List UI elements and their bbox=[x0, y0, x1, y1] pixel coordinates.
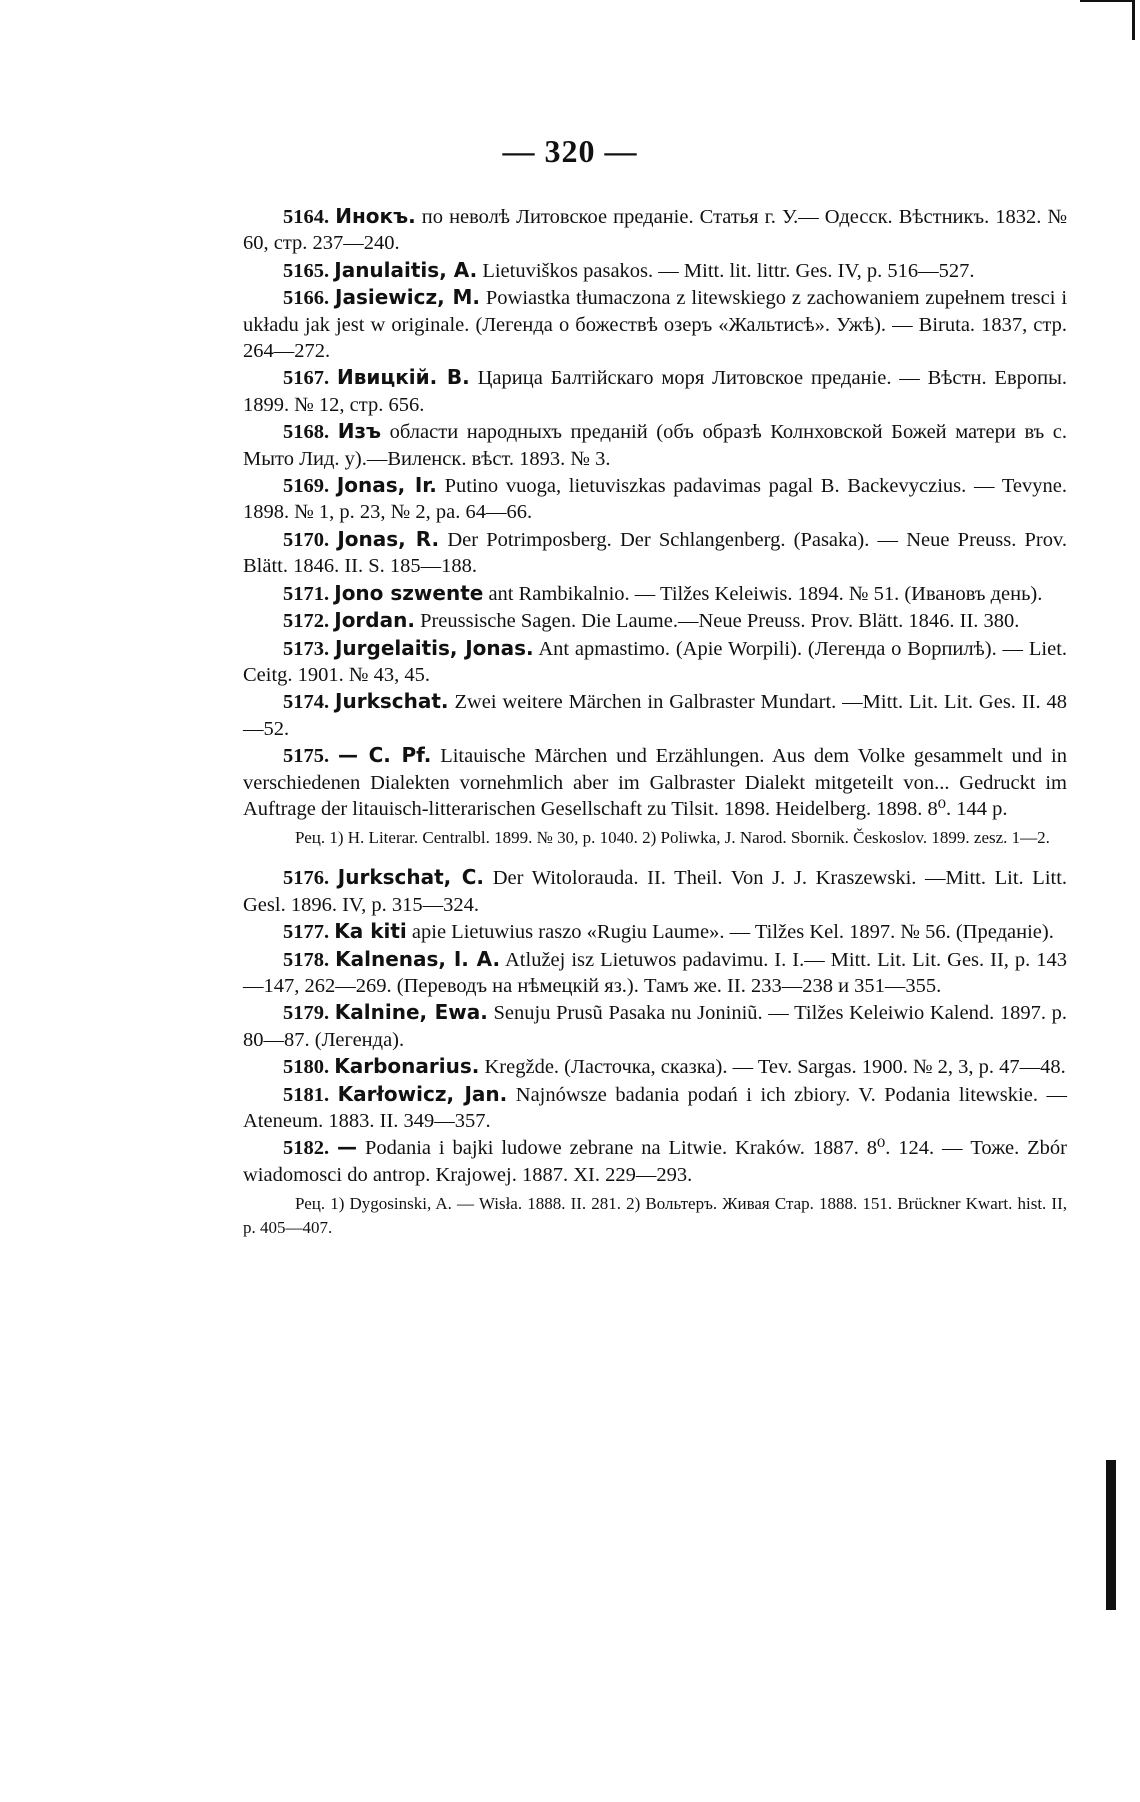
scan-edge-bar bbox=[1106, 1460, 1116, 1610]
entry-5166 bbox=[243, 284, 1067, 364]
entry-number: 5172. bbox=[283, 610, 330, 633]
entry-number: 5167. bbox=[283, 367, 330, 390]
entry-5173 bbox=[243, 635, 1067, 689]
entry-text: ant Rambikalnio. — Tilžes Keleiwis. 1894. № 51. (Ивановъ день). bbox=[488, 582, 1043, 605]
entry-text: Lietuviškos pasakos. — Mitt. lit. littr. Ges. IV, p. 516—527. bbox=[482, 259, 975, 282]
entry-author: Karbonarius. bbox=[334, 1054, 480, 1079]
entry-5174 bbox=[243, 688, 1067, 742]
entry-author: — bbox=[337, 1135, 358, 1160]
entry-author: Jono szwente bbox=[334, 580, 484, 605]
entry-text: Zwei weitere Märchen in Galbraster Mundart. —Mitt. Lit. Lit. Ges. II. 48—52. bbox=[243, 691, 1068, 740]
entry-author: Jurkschat, C. bbox=[337, 865, 485, 890]
entry-5181 bbox=[243, 1081, 1067, 1135]
entry-text: Powiastka tłumaczona z litewskiego z zachowaniem zupełnem tresci i układu jak jest w originale. (Легенда о божествѣ озеръ «Жальтисѣ». Ужѣ). — Biruta. 1837, стр. 264—272. bbox=[243, 287, 1068, 363]
entry-number: 5168. bbox=[283, 421, 330, 444]
review-note: Рец. 1) H. Literar. Centralbl. 1899. № 30, p. 1040. 2) Poliwka, J. Narod. Sbornik. Českoslov. 1899. zesz. 1—2. bbox=[295, 828, 1050, 848]
scan-edge-line bbox=[1132, 0, 1135, 40]
entry-number: 5170. bbox=[283, 528, 330, 551]
entry-number: 5175. bbox=[283, 745, 330, 768]
entry-number: 5181. bbox=[283, 1083, 330, 1106]
entry-author: Kalnenas, I. A. bbox=[335, 946, 501, 971]
entry-number: 5179. bbox=[283, 1002, 330, 1025]
entry-text: Litauische Märchen und Erzählungen. Aus dem Volke gesammelt und in verschiedenen Dialekten vornehmlich aber im Galbraster Dialekt mitgeteilt von... Gedruckt im Auftrage der litauisch-litterarischen Gesellschaft zu Tilsit. 1898. Heidelberg. 1898. 8⁰. 144 p. bbox=[243, 745, 1067, 820]
bibliography-text bbox=[243, 203, 1067, 1240]
entry-5167 bbox=[243, 364, 1067, 418]
entry-number: 5182. bbox=[283, 1137, 330, 1160]
entry-text: Der Witoloraudа. II. Theil. Von J. J. Kraszewski. —Mitt. Lit. Litt. Gesl. 1896. IV, p. 315—324. bbox=[243, 867, 1068, 916]
entry-text: Царица Балтійскаго моря Литовское преданіе. — Вѣстн. Европы. 1899. № 12, стр. 656. bbox=[243, 367, 1067, 416]
entry-number: 5178. bbox=[283, 948, 330, 971]
entry-text: по неволѣ Литовское преданіе. Статья г. У.— Одесск. Вѣстникъ. 1832. № 60, стр. 237—240. bbox=[243, 206, 1068, 255]
entry-author: Kalnine, Ewa. bbox=[334, 1000, 488, 1025]
entry-5179 bbox=[243, 999, 1067, 1053]
entry-5171 bbox=[243, 580, 1067, 607]
entry-author: Изъ bbox=[337, 419, 382, 444]
entry-5172 bbox=[243, 607, 1067, 634]
entry-number: 5171. bbox=[283, 582, 330, 605]
entry-number: 5166. bbox=[283, 287, 330, 310]
entry-5168 bbox=[243, 418, 1067, 472]
entry-text: Preussische Sagen. Die Laume.—Neue Preuss. Prov. Blätt. 1846. II. 380. bbox=[420, 610, 1020, 633]
entry-text: Ant apmastimo. (Apie Worpili). (Легенда о Ворпилѣ). — Liet. Ceitg. 1901. № 43, 45. bbox=[243, 637, 1068, 686]
entry-number: 5165. bbox=[283, 259, 330, 282]
entry-5177 bbox=[243, 918, 1067, 945]
entry-5180 bbox=[243, 1053, 1067, 1080]
review-note: Рец. 1) Dygosinski, A. — Wisła. 1888. II. 281. 2) Вольтеръ. Живая Стар. 1888. 151. Brückner Kwart. hist. II, p. 405—407. bbox=[243, 1194, 1067, 1238]
entry-number: 5169. bbox=[283, 475, 330, 498]
entry-author: Ka kiti bbox=[334, 919, 407, 944]
scan-edge-line bbox=[1080, 0, 1135, 2]
entry-number: 5173. bbox=[283, 637, 330, 660]
entry-number: 5176. bbox=[283, 867, 330, 890]
page-number: — 320 — bbox=[502, 133, 638, 169]
entry-5170 bbox=[243, 526, 1067, 580]
entry-author: Jasiewicz, M. bbox=[335, 285, 480, 310]
entry-author: Инокъ. bbox=[335, 204, 416, 228]
entry-text: Senuju Prusũ Pasaka nu Joniniũ. — Tilžes Keleiwio Kalend. 1897. p. 80—87. (Легенда). bbox=[243, 1002, 1068, 1051]
entry-5164 bbox=[243, 203, 1067, 257]
entry-text: области народныхъ преданій (объ образѣ Колнховской Божей матери въ с. Мыто Лид. у).—Виленск. вѣст. 1893. № 3. bbox=[243, 421, 1067, 470]
entry-5182 bbox=[243, 1134, 1067, 1188]
entry-number: 5180. bbox=[283, 1056, 330, 1079]
entry-author: Jonas, Ir. bbox=[336, 473, 437, 498]
entry-text: Putino vuoga, lietuviszkas padavimas pagal B. Backevyczius. — Tevyne. 1898. № 1, p. 23, № 2, pa. 64—66. bbox=[243, 475, 1067, 524]
entry-text: Kregžde. (Ласточка, сказка). — Tev. Sargas. 1900. № 2, 3, p. 47—48. bbox=[484, 1056, 1066, 1079]
entry-author: Jordan. bbox=[334, 608, 415, 633]
entry-author: Jonas, R. bbox=[337, 526, 440, 551]
entry-5175 bbox=[243, 742, 1067, 822]
entry-author: Karłowicz, Jan. bbox=[337, 1081, 508, 1106]
entry-5176 bbox=[243, 864, 1067, 918]
entry-5169 bbox=[243, 472, 1067, 526]
entry-text: Najnówsze badania podań i ich zbiory. V. Podania litewskie. — Ateneum. 1883. II. 349—357. bbox=[243, 1083, 1067, 1132]
entry-text: apie Lietuwius raszo «Rugiu Laume». — Tilžes Kel. 1897. № 56. (Преданіе). bbox=[411, 921, 1054, 944]
entry-number: 5177. bbox=[283, 921, 330, 944]
entry-5178 bbox=[243, 946, 1067, 1000]
entry-number: 5174. bbox=[283, 691, 330, 714]
entry-text: Atlužej isz Lietuwos padavimu. I. I.— Mitt. Lit. Lit. Ges. II, p. 143—147, 262—269. (Переводъ на нѣмецкій яз.). Тамъ же. II. 233—238 и 351—355. bbox=[243, 948, 1067, 997]
entry-text: Der Potrimposberg. Der Schlangenberg. (Pasaka). — Neue Preuss. Prov. Blätt. 1846. II. S. 185—188. bbox=[243, 528, 1068, 578]
entry-author: — C. Pf. bbox=[337, 743, 432, 768]
entry-number: 5164. bbox=[283, 206, 330, 228]
entry-author: Janulaitis, A. bbox=[334, 257, 478, 282]
entry-author: Ивицкій. В. bbox=[336, 365, 470, 390]
entry-5165 bbox=[243, 257, 1067, 284]
entry-author: Jurgelaitis, Jonas. bbox=[334, 635, 534, 660]
entry-author: Jurkschat. bbox=[335, 689, 449, 714]
entry-text: Podania i bajki ludowe zebrane na Litwie. Kraków. 1887. 8⁰. 124. — Тоже. Zbór wiadomosci do antrop. Krajowej. 1887. XI. 229—293. bbox=[243, 1137, 1068, 1186]
